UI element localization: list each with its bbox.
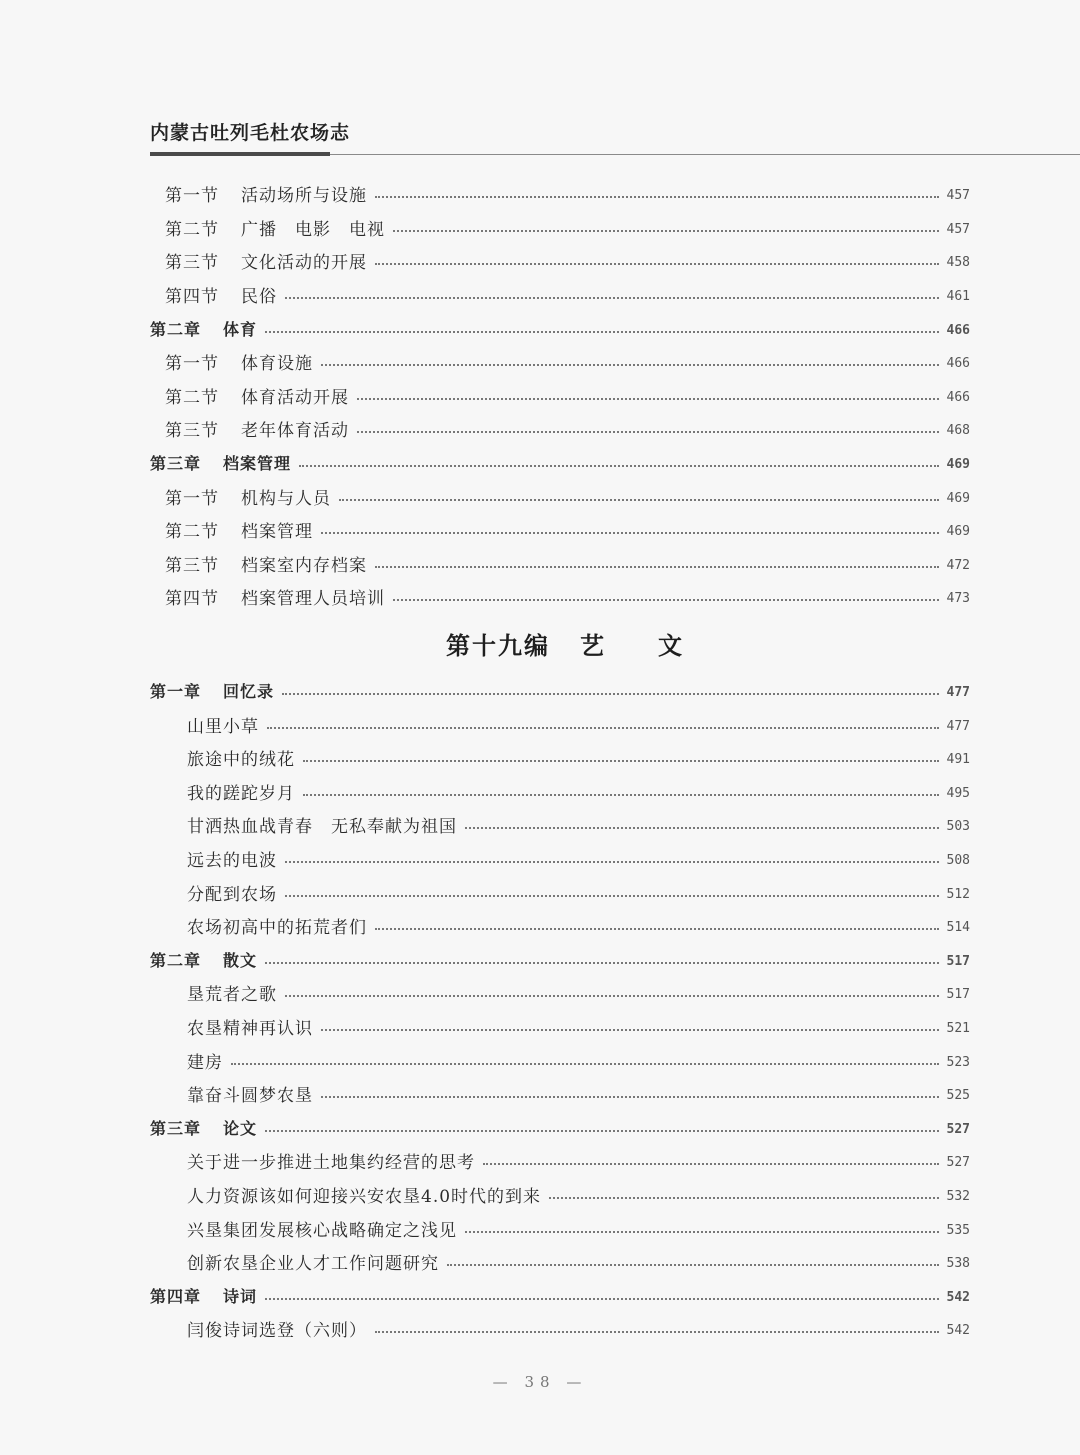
dot-leader xyxy=(375,565,939,568)
toc-entry-number: 第四章 xyxy=(150,1286,202,1306)
toc-entry-label xyxy=(187,1182,541,1207)
toc-entry-label xyxy=(165,484,331,509)
page-folio: — 38 — xyxy=(492,1373,588,1391)
toc-page-number: 532 xyxy=(946,1188,970,1204)
toc-page-number: 457 xyxy=(946,188,970,204)
toc-entry-label xyxy=(165,551,367,576)
toc-entry-title: 闫俊诗词选登（六则） xyxy=(187,1321,367,1342)
toc-entry-label xyxy=(187,712,259,737)
dot-leader xyxy=(321,363,939,366)
toc-section-row[interactable] xyxy=(0,412,1080,446)
toc-entry-title: 创新农垦企业人才工作问题研究 xyxy=(187,1254,439,1275)
dot-leader xyxy=(299,464,938,467)
toc-section-row[interactable] xyxy=(0,580,1080,614)
toc-entry-number: 第三章 xyxy=(150,1118,202,1138)
toc-entry-number: 第二章 xyxy=(150,319,202,339)
toc-page-number: 466 xyxy=(946,322,970,338)
toc-entry-label xyxy=(187,745,295,770)
toc-entry-title: 档案管理 xyxy=(223,454,292,474)
toc-entry-number: 第一节 xyxy=(165,488,219,509)
toc-article-row[interactable] xyxy=(0,707,1080,741)
toc-section-row[interactable] xyxy=(0,513,1080,547)
dot-leader xyxy=(375,1330,939,1333)
dot-leader xyxy=(265,330,938,333)
toc-chapter-row[interactable] xyxy=(0,311,1080,345)
toc-page-number: 461 xyxy=(946,289,970,305)
toc-article-row[interactable] xyxy=(0,1144,1080,1178)
toc-section-row[interactable] xyxy=(0,379,1080,413)
dot-leader xyxy=(321,1028,939,1031)
dot-leader xyxy=(265,1129,938,1132)
toc-page-number: 457 xyxy=(946,221,970,237)
toc-page-number: 542 xyxy=(946,1289,970,1305)
toc-page-number: 468 xyxy=(946,423,970,439)
toc-article-row[interactable] xyxy=(0,1043,1080,1077)
toc-entry-title: 档案管理人员培训 xyxy=(241,589,385,610)
toc-page-number: 469 xyxy=(946,457,970,473)
toc-entry-label xyxy=(187,1081,313,1106)
toc-entry-title: 旅途中的绒花 xyxy=(187,750,295,771)
toc-page-number: 469 xyxy=(946,524,970,540)
toc-entry-title: 体育 xyxy=(223,319,258,339)
toc-page-number: 517 xyxy=(946,953,970,969)
toc-page-number: 538 xyxy=(946,1256,970,1272)
toc-chapter-row[interactable] xyxy=(0,674,1080,708)
toc-entry-label xyxy=(187,880,277,905)
toc-article-row[interactable] xyxy=(0,875,1080,909)
header-rule-thin xyxy=(330,154,1080,155)
toc-article-row[interactable] xyxy=(0,976,1080,1010)
toc-entry-number: 第一节 xyxy=(165,354,219,375)
part-title xyxy=(0,614,1080,674)
part-number: 第十九编 xyxy=(446,631,550,661)
toc-page-number: 458 xyxy=(946,255,970,271)
toc-article-row[interactable] xyxy=(0,1178,1080,1212)
toc-entry-label xyxy=(165,416,349,441)
dot-leader xyxy=(393,598,939,601)
dot-leader xyxy=(285,994,939,997)
toc-entry-label xyxy=(150,679,274,702)
toc-entry-number: 第三节 xyxy=(165,253,219,274)
toc-entry-label xyxy=(150,948,257,971)
toc-entry-title: 兴垦集团发展核心战略确定之浅见 xyxy=(187,1220,457,1241)
toc-entry-label xyxy=(187,1316,367,1341)
toc-entry-label xyxy=(150,1116,257,1139)
toc-chapter-row[interactable] xyxy=(0,1110,1080,1144)
toc-entry-label xyxy=(165,248,367,273)
toc-entry-number: 第四节 xyxy=(165,589,219,610)
toc-page-number: 508 xyxy=(946,852,970,868)
toc-article-row[interactable] xyxy=(0,1211,1080,1245)
toc-entry-label xyxy=(187,779,295,804)
dot-leader xyxy=(375,195,939,198)
toc-entry-title: 活动场所与设施 xyxy=(241,186,367,207)
toc-entry-label xyxy=(187,1148,475,1173)
toc-page-number: 466 xyxy=(946,356,970,372)
part-name: 艺 文 xyxy=(580,631,684,661)
dot-leader xyxy=(321,1095,939,1098)
toc-article-row[interactable] xyxy=(0,775,1080,809)
toc-entry-label xyxy=(165,383,349,408)
toc-entry-number: 第二节 xyxy=(165,387,219,408)
toc-entry-label xyxy=(150,1284,257,1307)
toc-page-number: 473 xyxy=(946,591,970,607)
toc-page-number: 477 xyxy=(946,718,970,734)
toc-page-number: 503 xyxy=(946,819,970,835)
toc-article-row[interactable] xyxy=(0,1077,1080,1111)
toc-page-number: 466 xyxy=(946,389,970,405)
toc-page-number: 512 xyxy=(946,886,970,902)
toc-entry-label xyxy=(187,1014,313,1039)
toc-entry-title: 文化活动的开展 xyxy=(241,253,367,274)
dot-leader xyxy=(549,1196,938,1199)
toc-entry-title: 农场初高中的拓荒者们 xyxy=(187,918,367,939)
toc-article-row[interactable] xyxy=(0,909,1080,943)
toc-entry-label xyxy=(165,181,367,206)
toc-section-row[interactable] xyxy=(0,177,1080,211)
dot-leader xyxy=(265,961,938,964)
toc-entry-title: 山里小草 xyxy=(187,716,259,737)
toc-section-row[interactable] xyxy=(0,547,1080,581)
toc-entry-label xyxy=(187,846,277,871)
dot-leader xyxy=(285,894,939,897)
toc-entry-number: 第一节 xyxy=(165,186,219,207)
dot-leader xyxy=(483,1162,939,1165)
toc-page-number: 472 xyxy=(946,557,970,573)
dot-leader xyxy=(465,826,939,829)
toc-entry-title: 人力资源该如何迎接兴安农垦4.0时代的到来 xyxy=(187,1186,542,1207)
toc-page-number: 542 xyxy=(946,1323,970,1339)
toc-section-row[interactable] xyxy=(0,211,1080,245)
toc-entry-title: 档案室内存档案 xyxy=(241,555,367,576)
toc-entry-number: 第二节 xyxy=(165,219,219,240)
dot-leader xyxy=(357,430,939,433)
toc-page-number: 521 xyxy=(946,1020,970,1036)
dot-leader xyxy=(285,296,939,299)
toc-entry-title: 农垦精神再认识 xyxy=(187,1018,313,1039)
dot-leader xyxy=(375,262,939,265)
dot-leader xyxy=(447,1263,939,1266)
toc-section-row[interactable] xyxy=(0,479,1080,513)
toc-page-number: 527 xyxy=(946,1155,970,1171)
toc-entry-label xyxy=(187,913,367,938)
dot-leader xyxy=(285,860,939,863)
toc-page-number: 514 xyxy=(946,920,970,936)
toc-entry-title: 体育设施 xyxy=(241,354,313,375)
toc-entry-title: 广播 电影 电视 xyxy=(241,219,385,240)
toc-entry-number: 第二节 xyxy=(165,522,219,543)
dot-leader xyxy=(267,726,939,729)
dot-leader xyxy=(375,927,939,930)
toc-entry-title: 回忆录 xyxy=(223,682,275,702)
toc-entry-title: 体育活动开展 xyxy=(241,387,349,408)
toc-entry-label xyxy=(165,282,277,307)
toc-entry-title: 甘洒热血战青春 无私奉献为祖国 xyxy=(187,817,457,838)
toc-section-row[interactable] xyxy=(0,278,1080,312)
dot-leader xyxy=(303,759,939,762)
dot-leader xyxy=(339,498,939,501)
toc-article-row[interactable] xyxy=(0,1245,1080,1279)
toc-chapter-row[interactable] xyxy=(0,1278,1080,1312)
dot-leader xyxy=(282,692,938,695)
toc-article-row[interactable] xyxy=(0,741,1080,775)
dot-leader xyxy=(393,229,939,232)
toc-chapter-row[interactable] xyxy=(0,446,1080,480)
toc-article-row[interactable] xyxy=(0,1312,1080,1346)
toc-page-number: 535 xyxy=(946,1222,970,1238)
toc-entry-number: 第三节 xyxy=(165,421,219,442)
toc-entry-label xyxy=(165,215,385,240)
toc-entry-label xyxy=(150,317,257,340)
toc-entry-title: 档案管理 xyxy=(241,522,313,543)
toc-article-row[interactable] xyxy=(0,842,1080,876)
dot-leader xyxy=(303,793,939,796)
toc-section-row[interactable] xyxy=(0,244,1080,278)
toc-chapter-row[interactable] xyxy=(0,942,1080,976)
toc-entry-label xyxy=(165,517,313,542)
toc-entry-number: 第三节 xyxy=(165,555,219,576)
toc-section-row[interactable] xyxy=(0,345,1080,379)
toc-entry-label xyxy=(165,349,313,374)
toc-entry-label xyxy=(150,451,291,474)
dot-leader xyxy=(231,1062,939,1065)
toc-entry-title: 我的蹉跎岁月 xyxy=(187,783,295,804)
toc-entry-title: 靠奋斗圆梦农垦 xyxy=(187,1086,313,1107)
toc-entry-title: 民俗 xyxy=(241,287,277,308)
toc-entry-title: 机构与人员 xyxy=(241,488,331,509)
table-of-contents xyxy=(0,177,1080,1346)
toc-page-number: 469 xyxy=(946,490,970,506)
toc-entry-number: 第三章 xyxy=(150,454,202,474)
toc-entry-number: 第二章 xyxy=(150,950,202,970)
toc-entry-number: 第一章 xyxy=(150,682,202,702)
toc-entry-title: 诗词 xyxy=(223,1286,258,1306)
toc-page-number: 495 xyxy=(946,785,970,801)
toc-entry-label xyxy=(187,1048,223,1073)
header-rule-thick xyxy=(150,152,330,156)
toc-entry-label xyxy=(187,812,457,837)
toc-page-number: 477 xyxy=(946,685,970,701)
toc-entry-title: 论文 xyxy=(223,1118,258,1138)
dot-leader xyxy=(321,531,939,534)
dot-leader xyxy=(465,1230,939,1233)
toc-entry-number: 第四节 xyxy=(165,287,219,308)
toc-entry-title: 散文 xyxy=(223,950,258,970)
toc-page-number: 523 xyxy=(946,1054,970,1070)
toc-entry-label xyxy=(165,584,385,609)
toc-page-number: 527 xyxy=(946,1121,970,1137)
toc-page-number: 517 xyxy=(946,987,970,1003)
toc-entry-label xyxy=(187,980,277,1005)
page-number: 38 xyxy=(524,1373,556,1391)
toc-entry-title: 关于进一步推进土地集约经营的思考 xyxy=(187,1153,475,1174)
toc-entry-title: 分配到农场 xyxy=(187,884,277,905)
toc-page-number: 525 xyxy=(946,1088,970,1104)
toc-entry-title: 垦荒者之歌 xyxy=(187,985,277,1006)
dot-leader xyxy=(357,397,939,400)
toc-entry-label xyxy=(187,1216,457,1241)
toc-entry-title: 老年体育活动 xyxy=(241,421,349,442)
toc-page-number: 491 xyxy=(946,752,970,768)
toc-entry-title: 远去的电波 xyxy=(187,850,277,871)
toc-article-row[interactable] xyxy=(0,1010,1080,1044)
toc-article-row[interactable] xyxy=(0,808,1080,842)
toc-entry-label xyxy=(187,1249,439,1274)
toc-entry-title: 建房 xyxy=(187,1052,223,1073)
dot-leader xyxy=(265,1297,938,1300)
running-header-title: 内蒙古吐列毛杜农场志 xyxy=(150,122,351,144)
